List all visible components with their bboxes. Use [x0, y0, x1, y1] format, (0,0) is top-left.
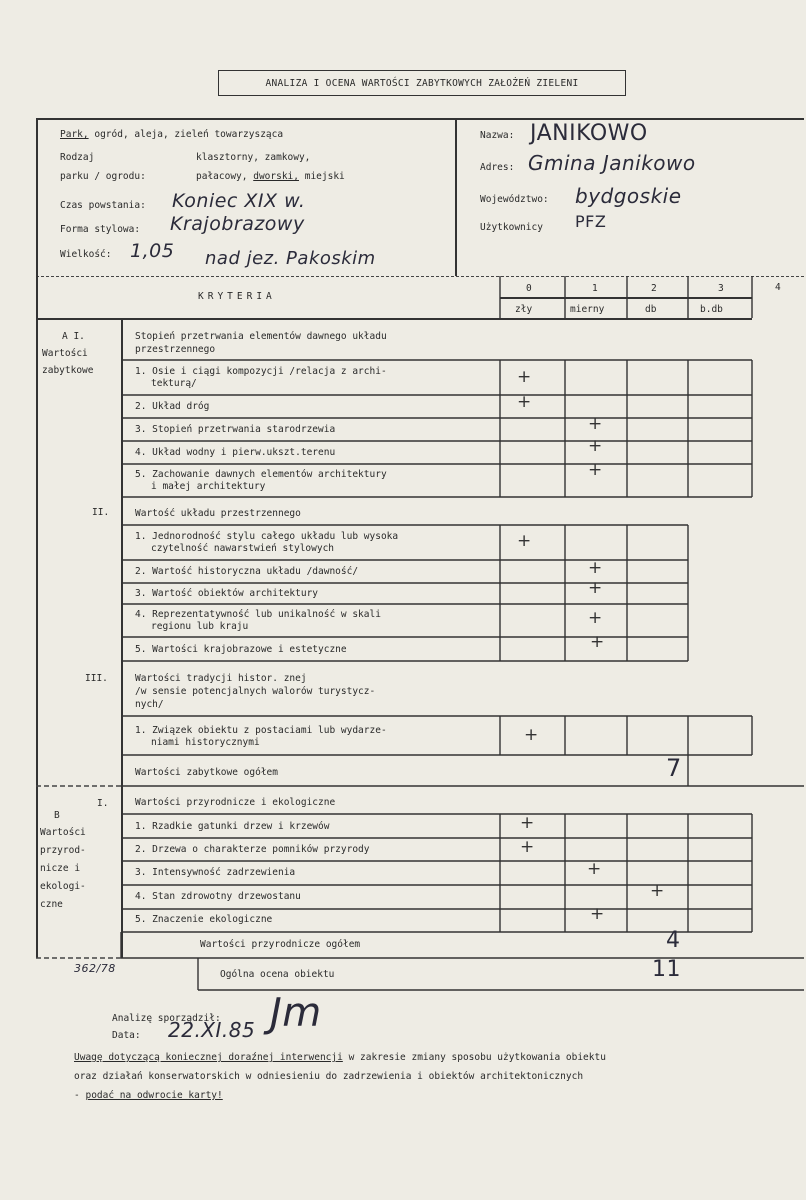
scale-label-1: mierny — [570, 304, 605, 315]
b-item-2-mark: + — [520, 837, 535, 857]
b-item-2: 2. Drzewa o charakterze pomników przyrody — [135, 844, 370, 855]
b-item-5-mark: + — [590, 904, 605, 924]
a2-item-5: 5. Wartości krajobrazowe i estetyczne — [135, 644, 347, 655]
wielkosc-value: 1,05 — [130, 240, 175, 262]
a2-item-2: 2. Wartość historyczna układu /dawność/ — [135, 566, 359, 577]
section-a-label: A I. — [62, 331, 85, 342]
a2-item-3-mark: + — [588, 578, 603, 598]
a1-item-2: 2. Układ dróg — [135, 401, 210, 412]
a1-item-5-line2: i małej architektury — [151, 481, 266, 492]
uzytkownicy-value: PFZ — [575, 212, 607, 231]
scale-label-3: b.db — [700, 304, 723, 315]
a3-item-1-mark: + — [524, 725, 539, 745]
a1-item-1-line1: 1. Osie i ciągi kompozycji /relacja z archi- — [135, 366, 387, 377]
forma-label: Forma stylowa: — [60, 224, 141, 235]
wojewodztwo-value: bydgoskie — [575, 184, 682, 208]
section-b-label-1: Wartości — [40, 827, 86, 838]
wojewodztwo-label: Województwo: — [480, 194, 549, 205]
wielkosc-note: nad jez. Pakoskim — [205, 248, 376, 269]
a2-item-1-line1: 1. Jednorodność stylu całego układu lub wysoka — [135, 531, 399, 542]
a2-item-3: 3. Wartość obiektów architektury — [135, 588, 319, 599]
section-a3-num: III. — [85, 673, 108, 684]
b-item-3-mark: + — [587, 859, 602, 879]
rodzaj-miejski: miejski — [304, 171, 345, 182]
prepared-label: Analizę sporządził: — [112, 1013, 221, 1024]
note-underlined: Uwagę dotyczącą koniecznej doraźnej interwencji — [74, 1052, 343, 1063]
a1-item-3-mark: + — [588, 414, 603, 434]
section-a3-title-2: /w sensie potencjalnych walorów turystycz- — [135, 686, 376, 697]
section-a-label2: Wartości — [42, 348, 88, 359]
a3-item-1-line2: niami historycznymi — [151, 737, 260, 748]
adres-value: Gmina Janikowo — [528, 151, 696, 175]
b-item-1-mark: + — [520, 813, 535, 833]
b-item-4: 4. Stan zdrowotny drzewostanu — [135, 891, 301, 902]
note-rest-1: w zakresie zmiany sposobu użytkowania obiektu — [348, 1052, 606, 1063]
wielkosc-label: Wielkość: — [60, 249, 112, 260]
a2-item-4-line1: 4. Reprezentatywność lub unikalność w skali — [135, 609, 381, 620]
a1-item-1-mark: + — [517, 367, 532, 387]
scale-num-4: 4 — [775, 282, 781, 293]
section-b-label-5: czne — [40, 899, 63, 910]
a1-item-5-mark: + — [588, 460, 603, 480]
forma-value: Krajobrazowy — [170, 213, 305, 235]
overall-label: Ogólna ocena obiektu — [220, 969, 335, 980]
a2-item-1-mark: + — [517, 531, 532, 551]
a1-item-2-mark: + — [517, 392, 532, 412]
b-item-1: 1. Rzadkie gatunki drzew i krzewów — [135, 821, 330, 832]
rodzaj-palacowy: pałacowy, — [196, 171, 248, 182]
uzytkownicy-label: Użytkownicy — [480, 222, 543, 233]
a1-item-4: 4. Układ wodny i pierw.ukszt.terenu — [135, 447, 336, 458]
section-b-total-value: 4 — [666, 928, 681, 953]
note-line-3-text: podać na odwrocie karty! — [85, 1090, 223, 1101]
signature: Jm — [270, 990, 322, 1036]
czas-label: Czas powstania: — [60, 200, 146, 211]
section-a-total-value: 7 — [666, 754, 682, 782]
a1-item-4-mark: + — [588, 436, 603, 456]
section-a-total-label: Wartości zabytkowe ogółem — [135, 767, 278, 778]
section-a3-title-3: nych/ — [135, 699, 164, 710]
scale-num-0: 0 — [526, 283, 532, 294]
scale-num-2: 2 — [651, 283, 657, 294]
section-b-label-2: przyrod- — [40, 845, 86, 856]
b-item-3: 3. Intensywność zadrzewienia — [135, 867, 296, 878]
section-b-title: Wartości przyrodnicze i ekologiczne — [135, 797, 336, 808]
a2-item-4-mark: + — [588, 608, 603, 628]
rodzaj-label-2: parku / ogrodu: — [60, 171, 146, 182]
section-b-label-4: ekologi- — [40, 881, 86, 892]
a1-item-3: 3. Stopień przetrwania starodrzewia — [135, 424, 336, 435]
b-item-5: 5. Znaczenie ekologiczne — [135, 914, 273, 925]
a1-item-5-line1: 5. Zachowanie dawnych elementów architektury — [135, 469, 387, 480]
scale-num-3: 3 — [718, 283, 724, 294]
a3-item-1-line1: 1. Związek obiektu z postaciami lub wydarze- — [135, 725, 387, 736]
document-title: ANALIZA I OCENA WARTOŚCI ZABYTKOWYCH ZAŁOŻEŃ ZIELENI — [218, 70, 626, 96]
date-label: Data: — [112, 1030, 141, 1041]
note-line-2: oraz działań konserwatorskich w odniesieniu do zadrzewienia i obiektów architektonicznych — [74, 1071, 584, 1082]
note-line-3 — [74, 1090, 223, 1101]
section-a2-num: II. — [92, 507, 110, 518]
section-a1-title-1: Stopień przetrwania elementów dawnego układu — [135, 331, 387, 342]
scale-label-0: zły — [515, 304, 533, 315]
rodzaj-label-1: Rodzaj — [60, 152, 95, 163]
park-rest: ogród, aleja, zieleń towarzysząca — [94, 129, 284, 140]
adres-label: Adres: — [480, 162, 515, 173]
note-line-1 — [74, 1052, 606, 1063]
overall-value: 11 — [652, 957, 681, 982]
b-item-4-mark: + — [650, 881, 665, 901]
reference-number: 362/78 — [74, 962, 116, 975]
section-b-total-label: Wartości przyrodnicze ogółem — [200, 939, 361, 950]
section-a2-title: Wartość układu przestrzennego — [135, 508, 301, 519]
section-b-label-3: nicze i — [40, 863, 81, 874]
a2-item-1-line2: czytelność nawarstwień stylowych — [151, 543, 335, 554]
park-option: Park, — [60, 129, 89, 140]
kryteria-label: KRYTERIA — [198, 291, 276, 302]
date-value: 22.XI.85 — [168, 1018, 256, 1042]
section-a1-title-2: przestrzennego — [135, 344, 216, 355]
czas-value: Koniec XIX w. — [172, 190, 306, 212]
rodzaj-dworski: dworski, — [253, 171, 299, 182]
a2-item-4-line2: regionu lub kraju — [151, 621, 249, 632]
section-b-letter: B — [54, 810, 60, 821]
nazwa-label: Nazwa: — [480, 130, 515, 141]
note-dash: - — [74, 1090, 80, 1101]
a2-item-2-mark: + — [588, 558, 603, 578]
rodzaj-options-1: klasztorny, zamkowy, — [196, 152, 311, 163]
a2-item-5-mark: + — [590, 632, 605, 652]
nazwa-value: JANIKOWO — [530, 121, 648, 146]
section-a3-title-1: Wartości tradycji histor. znej — [135, 673, 307, 684]
section-a-label3: zabytkowe — [42, 365, 94, 376]
section-b-num: I. — [97, 798, 109, 809]
scale-num-1: 1 — [592, 283, 598, 294]
a1-item-1-line2: tekturą/ — [151, 378, 197, 389]
scale-label-2: db — [645, 304, 657, 315]
